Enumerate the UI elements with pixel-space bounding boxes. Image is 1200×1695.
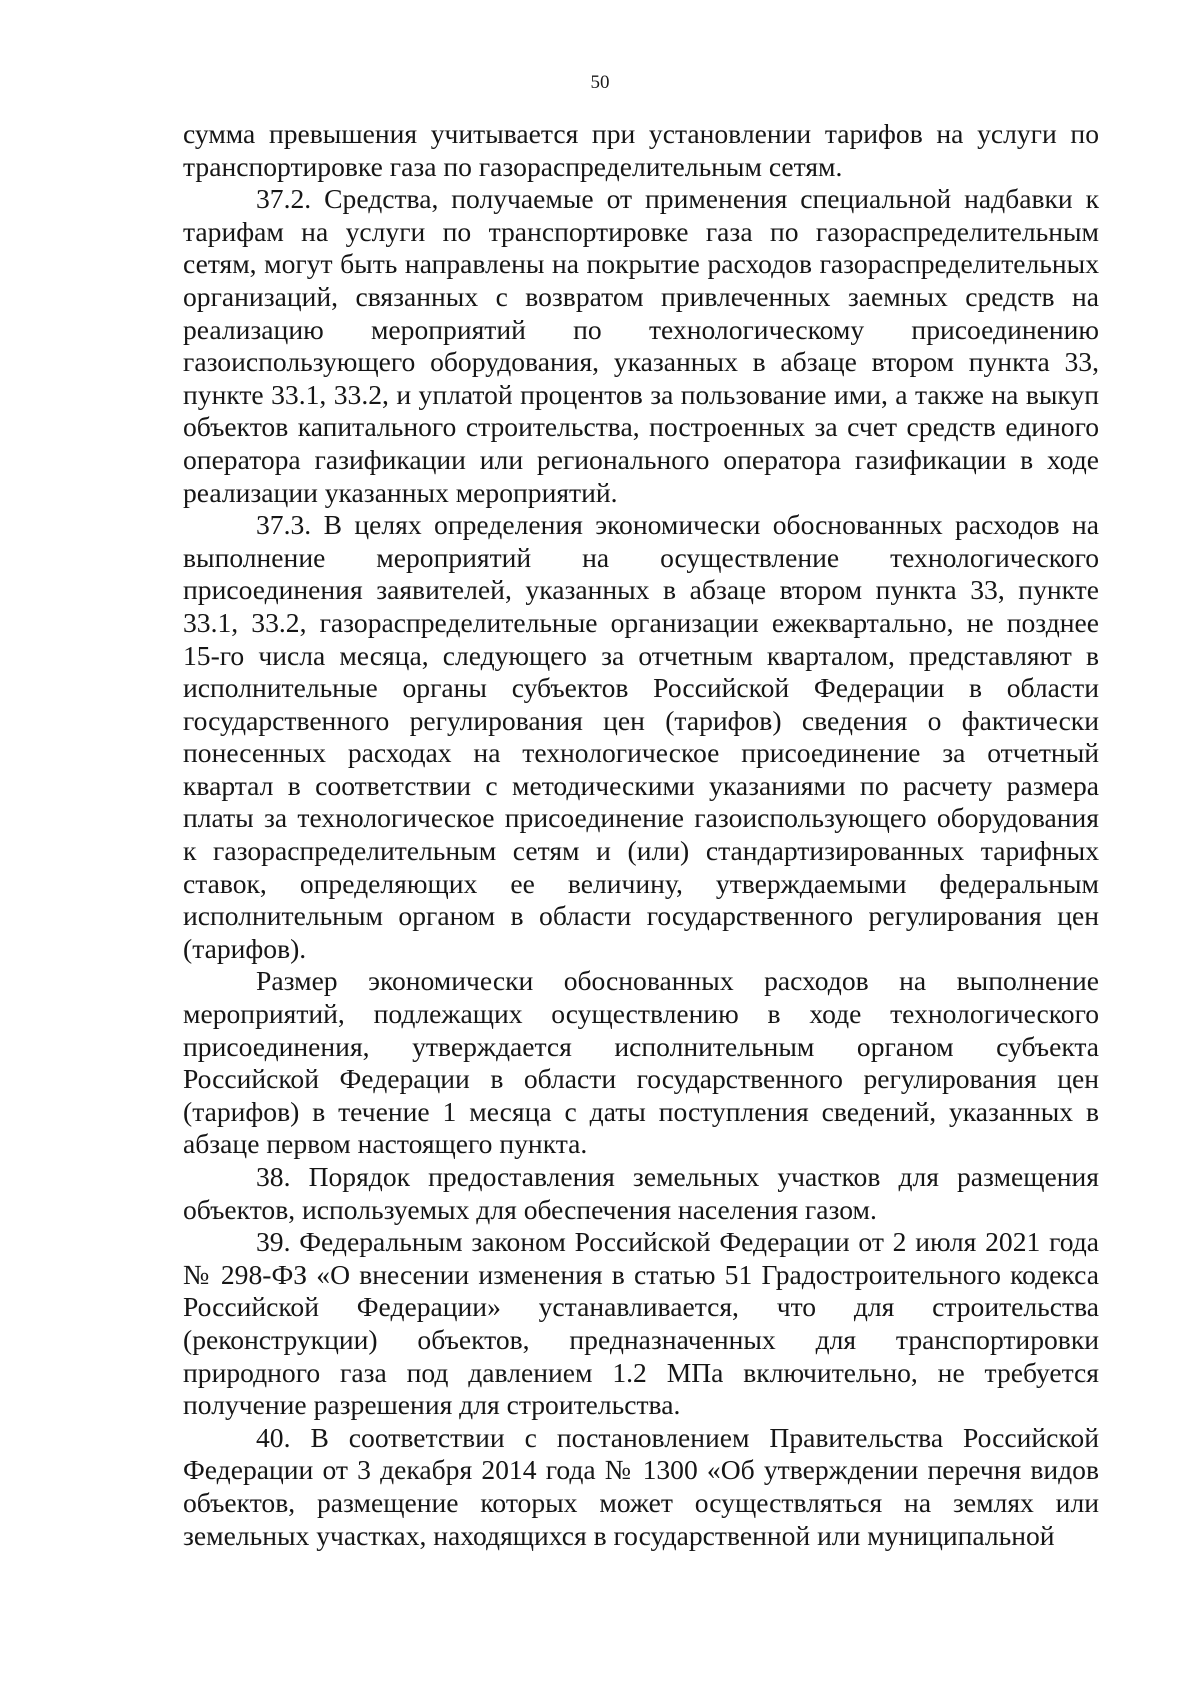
page-number: 50 xyxy=(590,72,610,93)
paragraph-37-2: 37.2. Средства, получаемые от применения специальной надбавки к тарифам на услуги по транспортировке газа по газораспределительным сетям, могут быть направлены на покрытие расходов газораспределительных организаций, связанных с возвратом привлеченных заемных средств на реализацию мероприятий по технологическому присоединению газоиспользующего оборудования, указанных в абзаце втором пункта 33, пункте 33.1, 33.2, и уплатой процентов за пользование ими, а также на выкуп объектов капитального строительства, построенных за счет средств единого оператора газификации или регионального оператора газификации в ходе реализации указанных мероприятий. xyxy=(183,183,1099,508)
paragraph-39: 39. Федеральным законом Российской Федерации от 2 июля 2021 года № 298-ФЗ «О внесении изменения в статью 51 Градостроительного кодекса Российской Федерации» устанавливается, что для строительства (реконструкции) объектов, предназначенных для транспортировки природного газа под давлением 1.2 МПа включительно, не требуется получение разрешения для строительства. xyxy=(183,1226,1099,1421)
paragraph-37-3: 37.3. В целях определения экономически обоснованных расходов на выполнение мероприятий на осуществление технологического присоединения заявителей, указанных в абзаце втором пункта 33, пункте 33.1, 33.2, газораспределительные организации ежеквартально, не позднее 15-го числа месяца, следующего за отчетным кварталом, представляют в исполнительные органы субъектов Российской Федерации в области государственного регулирования цен (тарифов) сведения о фактически понесенных расходах на технологическое присоединение за отчетный квартал в соответствии с методическими указаниями по расчету размера платы за технологическое присоединение газоиспользующего оборудования к газораспределительным сетям и (или) стандартизированных тарифных ставок, определяющих ее величину, утверждаемыми федеральным исполнительным органом в области государственного регулирования цен (тарифов). xyxy=(183,509,1099,964)
paragraph-38: 38. Порядок предоставления земельных участков для размещения объектов, используемых для обеспечения населения газом. xyxy=(183,1161,1099,1225)
paragraph-37-3-cost-size: Размер экономически обоснованных расходов на выполнение мероприятий, подлежащих осуществлению в ходе технологического присоединения, утверждается исполнительным органом субъекта Российской Федерации в области государственного регулирования цен (тарифов) в течение 1 месяца с даты поступления сведений, указанных в абзаце первом настоящего пункта. xyxy=(183,965,1099,1160)
document-body xyxy=(183,118,1099,1552)
paragraph-40: 40. В соответствии с постановлением Правительства Российской Федерации от 3 декабря 2014 года № 1300 «Об утверждении перечня видов объектов, размещение которых может осуществляться на землях или земельных участках, находящихся в государственной или муниципальной xyxy=(183,1421,1099,1551)
paragraph-continuation: сумма превышения учитывается при установлении тарифов на услуги по транспортировке газа по газораспределительным сетям. xyxy=(183,118,1099,182)
